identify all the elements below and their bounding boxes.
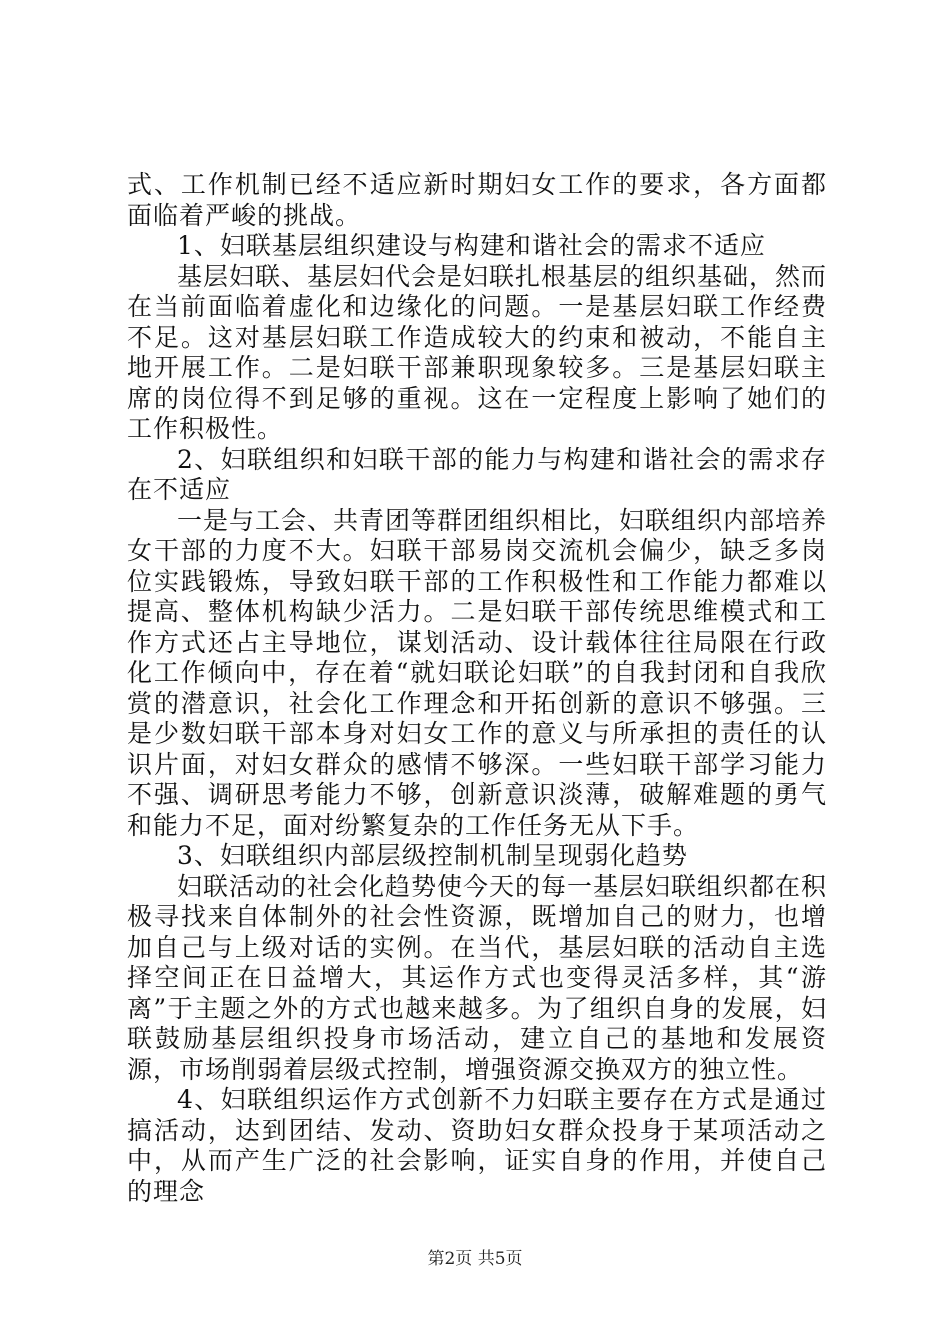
page-number-footer: 第2页 共5页 xyxy=(427,1249,523,1269)
section-heading-3: 3、妇联组织内部层级控制机制呈现弱化趋势 xyxy=(177,841,688,870)
section-heading-2: 2、妇联组织和妇联干部的能力与构建和谐社会的需求存在不适应 xyxy=(127,444,827,504)
section-heading-1: 1、妇联基层组织建设与构建和谐社会的需求不适应 xyxy=(177,231,766,260)
paragraph-cadre-capability: 一是与工会、共青团等群团组织相比，妇联组织内部培养女干部的力度不大。妇联干部易岗交流机会偏少，缺乏多岗位实践锻炼，导致妇联干部的工作积极性和工作能力都难以提高、整体机构缺少活力。二是妇联干部传统思维模式和工作方式还占主导地位，谋划活动、设计载体往往局限在行政化工作倾向中，存在着“就妇联论妇联”的自我封闭和自我欣赏的潜意识，社会化工作理念和开拓创新的意识不够强。三是少数妇联干部本身对妇女工作的意义与所承担的责任的认识片面，对妇女群众的感情不够深。一些妇联干部学习能力不强、调研思考能力不够，创新意识淡薄，破解难题的勇气和能力不足，面对纷繁复杂的工作任务无从下手。 xyxy=(127,505,828,840)
document-body xyxy=(127,170,827,1207)
paragraph-grassroots-organization: 基层妇联、基层妇代会是妇联扎根基层的组织基础，然而在当前面临着虚化和边缘化的问题。一是基层妇联工作经费不足。这对基层妇联工作造成较大的约束和被动，不能自主地开展工作。二是妇联干部兼职现象较多。三是基层妇联主席的岗位得不到足够的重视。这在一定程度上影响了她们的工作积极性。 xyxy=(127,261,828,443)
section-heading-4-paragraph: 4、妇联组织运作方式创新不力妇联主要存在方式是通过搞活动，达到团结、发动、资助妇女群众投身于某项活动之中，从而产生广泛的社会影响，证实自身的作用，并使自己的理念 xyxy=(127,1085,827,1206)
paragraph-hierarchy-control: 妇联活动的社会化趋势使今天的每一基层妇联组织都在积极寻找来自体制外的社会性资源，既增加自己的财力，也增加自己与上级对话的实例。在当代，基层妇联的活动自主选择空间正在日益增大，其运作方式也变得灵活多样，其“游离”于主题之外的方式也越来越多。为了组织自身的发展，妇联鼓励基层组织投身市场活动，建立自己的基地和发展资源，市场削弱着层级式控制，增强资源交换双方的独立性。 xyxy=(127,871,828,1084)
paragraph-continuation: 式、工作机制已经不适应新时期妇女工作的要求，各方面都面临着严峻的挑战。 xyxy=(127,170,827,230)
